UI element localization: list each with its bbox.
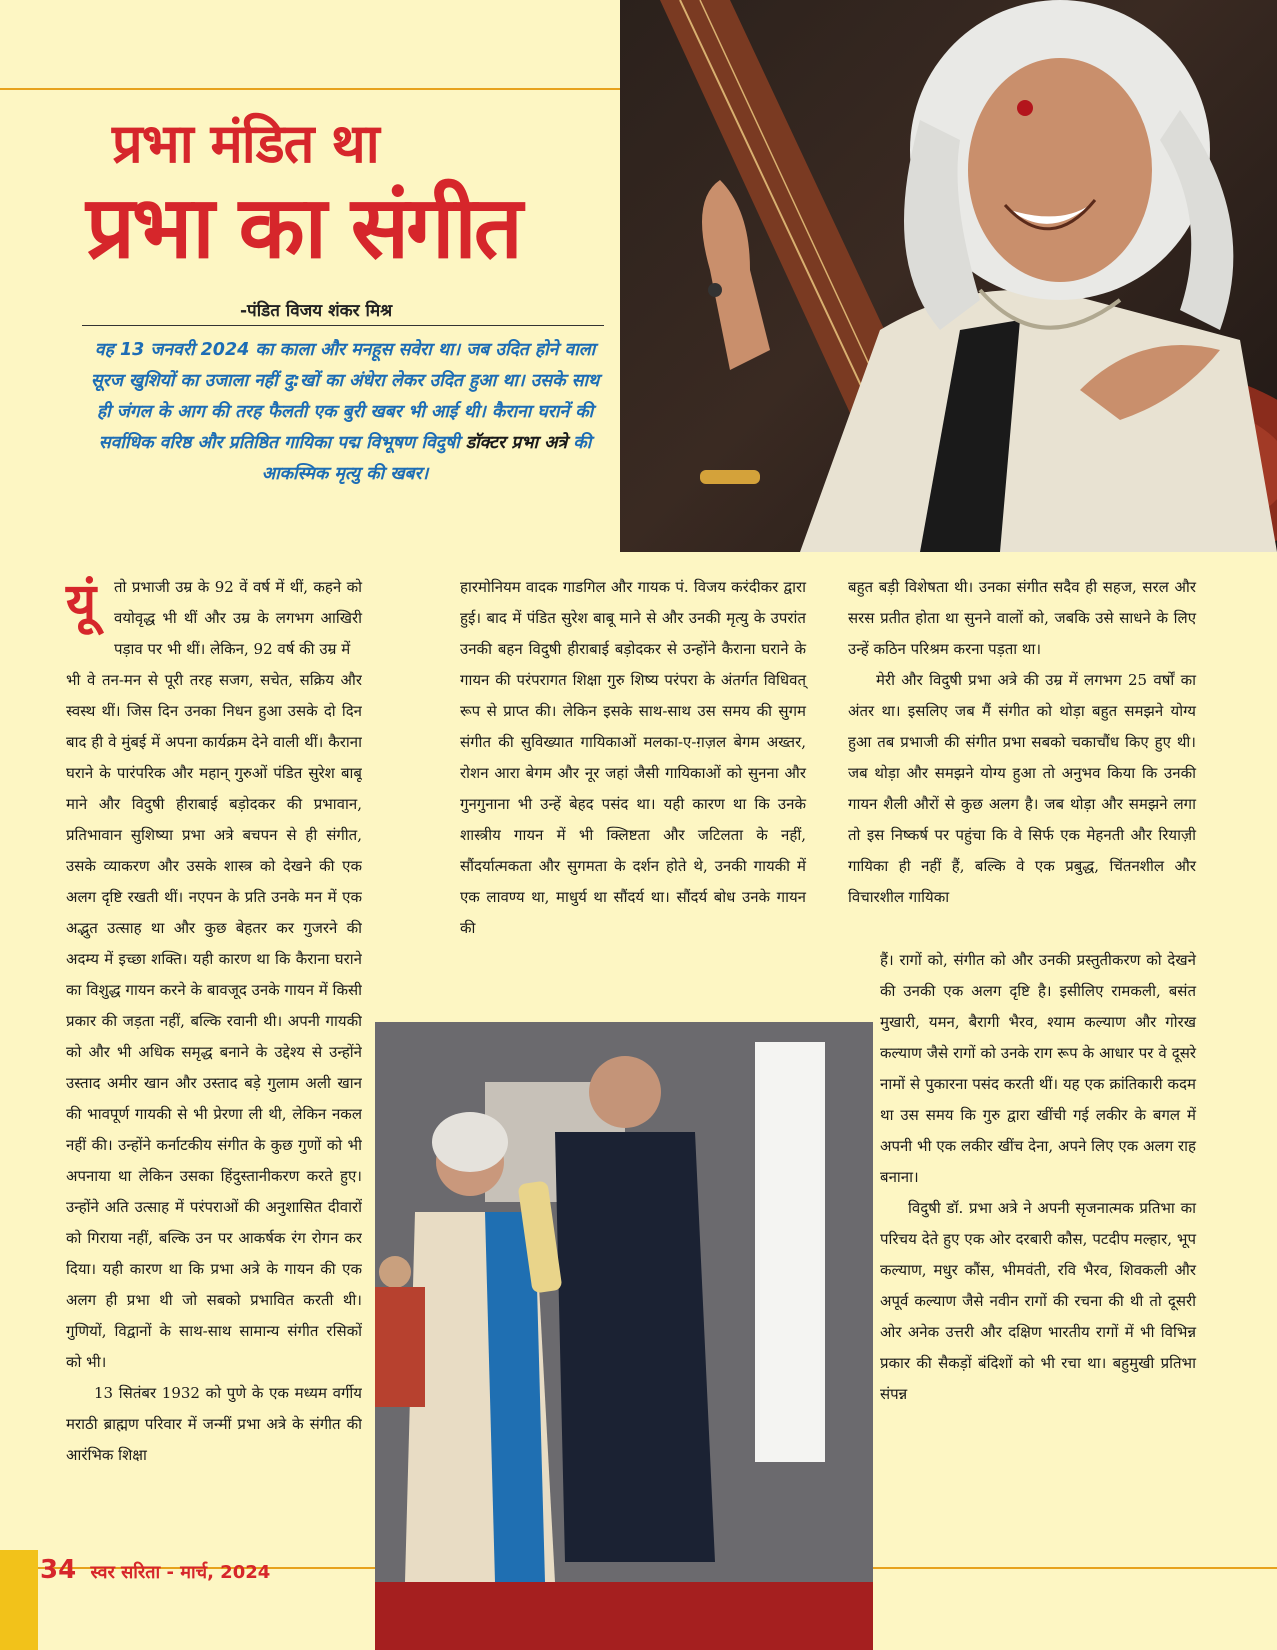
award-ceremony-illustration <box>375 1022 873 1650</box>
column-2 <box>460 572 806 944</box>
col1-first-text: तो प्रभाजी उम्र के 92 वें वर्ष में थीं, कहने को वयोवृद्ध भी थीं और उम्र के लगभग आखिरी पड़ाव पर भी थीं। लेकिन, 92 वर्ष की उम्र में <box>114 578 362 658</box>
singer-photo <box>620 0 1277 552</box>
intro-text: वह 13 जनवरी 2024 का काला और मनहूस सवेरा था। जब उदित होने वाला सूरज खुशियों का उजाला नहीं दु:खों का अंधेरा लेकर उदित हुआ था। उसके साथ ही जंगल के आग की तरह फैलती एक बुरी खबर भी आई थी। कैराना घरानें की सर्वाधिक वरिष्ठ और प्रतिष्ठित गायिका पद्म विभूषण विदुषी <box>90 340 600 453</box>
byline: -पंडित विजय शंकर मिश्र <box>240 301 393 321</box>
drop-cap: यूं <box>66 573 97 633</box>
top-rule <box>0 88 620 90</box>
col1-paragraph-1: भी वे तन-मन से पूरी तरह सजग, सचेत, सक्रिय और स्वस्थ थीं। जिस दिन उनका निधन हुआ उसके दो दिन बाद ही वे मुंबई में अपना कार्यक्रम देने वाली थीं। कैराना घराने के पारंपरिक और महान् गुरुओं पंडित सुरेश बाबू माने और विदुषी हीराबाई बड़ोदकर की प्रभावान, प्रतिभावान सुशिष्या प्रभा अत्रे बचपन से ही संगीत, उसके व्याकरण और उसके शास्त्र को देखने की एक अलग दृष्टि रखती थीं। नएपन के प्रति उनके मन में एक अद्भुत उत्साह था और कुछ बेहतर कर गुजरने की अदम्य में इच्छा शक्ति। यही कारण था कि कैराना घराने का विशुद्ध गायन करने के बावजूद उनके गायन में किसी प्रकार की जड़ता नहीं, बल्कि रवानी थी। अपनी गायकी को और भी अधिक समृद्ध बनाने के उद्देश्य से उन्होंने उस्ताद अमीर खान और उस्ताद बड़े गुलाम अली खान की भावपूर्ण गायकी से भी प्रेरणा ली थी, लेकिन नकल नहीं की। उन्होंने कर्नाटकीय संगीत के कुछ गुणों को भी अपनाया था लेकिन उसका हिंदुस्तानीकरण करते हुए। उन्होंने अति उत्साह में परंपराओं की अनुशासित दीवारों को गिराया नहीं, बल्कि उन पर आकर्षक रंग रोगन कर दिया। यही कारण था कि प्रभा अत्रे के गायन की एक अलग ही प्रभा थी जो सबको प्रभावित करती थी। गुणियों, विद्वानों के साथ-साथ सामान्य संगीत रसिकों को भी। <box>66 671 362 1371</box>
col3-paragraph-1: बहुत बड़ी विशेषता थी। उनका संगीत सदैव ही सहज, सरल और सरस प्रतीत होता था सुनने वालों को, जबकि उसे साधने के लिए उन्हें कठिन परिश्रम करना पड़ता था। <box>848 578 1196 658</box>
magazine-issue: स्वर सरिता - मार्च, 2024 <box>90 1562 271 1583</box>
intro-paragraph <box>84 335 606 490</box>
col2-paragraph: हारमोनियम वादक गाडगिल और गायक पं. विजय करंदीकर द्वारा हुई। बाद में पंडित सुरेश बाबू माने से और उनकी मृत्यु के उपरांत उनकी बहन विदुषी हीराबाई बड़ोदकर से उन्होंने कैराना घराने के गायन की परंपरागत शिक्षा गुरु शिष्य परंपरा के अंतर्गत विधिवत् रूप से प्राप्त की। लेकिन इसके साथ-साथ उस समय की सुगम संगीत की सुविख्यात गायिकाओं मलका-ए-ग़ज़ल बेगम अख्तर, रोशन आरा बेगम और नूर जहां जैसी गायिकाओं को सुनना और गुनगुनाना भी उन्हें बेहद पसंद था। यही कारण था कि उनके शास्त्रीय गायन में भी क्लिष्टता और जटिलता के नहीं, सौंदर्यात्मकता और सुगमता के दर्शन होते थे, उनकी गायकी में एक लावण्य था, माधुर्य था सौंदर्य था। सौंदर्य बोध उनके गायन की <box>460 578 806 937</box>
col1-paragraph-2: 13 सितंबर 1932 को पुणे के एक मध्यम वर्गीय मराठी ब्राह्मण परिवार में जन्मीं प्रभा अत्रे के संगीत की आरंभिक शिक्षा <box>66 1384 362 1464</box>
intro-name: डॉक्टर प्रभा अत्रे <box>465 433 568 453</box>
col3-paragraph-3: विदुषी डॉ. प्रभा अत्रे ने अपनी सृजनात्मक प्रतिभा का परिचय देते हुए एक ओर दरबारी कौस, पटदीप मल्हार, भूप कल्याण, मधुर कौंस, भीमवंती, रवि भैरव, शिवकली और अपूर्व कल्याण जैसे नवीन रागों की रचना की थी तो दूसरी ओर अनेक उत्तरी और दक्षिण भारतीय रागों में भी विभिन्न प्रकार की सैकड़ों बंदिशों को भी रचा था। बहुमुखी प्रतिभा संपन्न <box>880 1199 1196 1403</box>
singer-illustration <box>620 0 1277 552</box>
column-3-upper <box>848 572 1196 913</box>
page-number: 34 <box>40 1555 77 1585</box>
byline-rule <box>82 325 604 326</box>
title-line-2: प्रभा का संगीत <box>86 178 520 278</box>
column-1 <box>66 665 362 1565</box>
title-line-1: प्रभा मंडित था <box>112 112 379 175</box>
award-photo <box>375 1022 873 1650</box>
column-3-lower <box>880 945 1196 1410</box>
page-footer <box>40 1555 440 1588</box>
col3-paragraph-lower: हैं। रागों को, संगीत को और उनकी प्रस्तुतीकरण को देखने की उनकी एक अलग दृष्टि है। इसीलिए रामकली, बसंत मुखारी, यमन, बैरागी भैरव, श्याम कल्याण और गोरख कल्याण जैसे रागों को उनके राग रूप के आधार पर वे दूसरे नामों से पुकारना पसंद करती थीं। यह एक क्रांतिकारी कदम था उस समय कि गुरु द्वारा खींची गई लकीर के बगल में अपनी भी एक लकीर खींच देना, अपने लिए एक अलग राह बनाना। <box>880 951 1196 1186</box>
intro-end: की आकस्मिक मृत्यु की खबर। <box>261 433 592 484</box>
page-number-band <box>0 1550 38 1650</box>
col3-paragraph-2: मेरी और विदुषी प्रभा अत्रे की उम्र में लगभग 25 वर्षों का अंतर था। इसलिए जब मैं संगीत को थोड़ा बहुत समझने योग्य हुआ तब प्रभाजी की संगीत प्रभा सबको चकाचौंध किए हुए थी। जब थोड़ा और समझने योग्य हुआ तो अनुभव किया कि उनकी गायन शैली औरों से कुछ अलग है। जब थोड़ा और समझने लगा तो इस निष्कर्ष पर पहुंचा कि वे सिर्फ एक मेहनती और रियाज़ी गायिका ही नहीं हैं, बल्कि वे एक प्रबुद्ध, चिंतनशील और विचारशील गायिका <box>848 671 1196 906</box>
column-1-opening <box>114 572 362 665</box>
